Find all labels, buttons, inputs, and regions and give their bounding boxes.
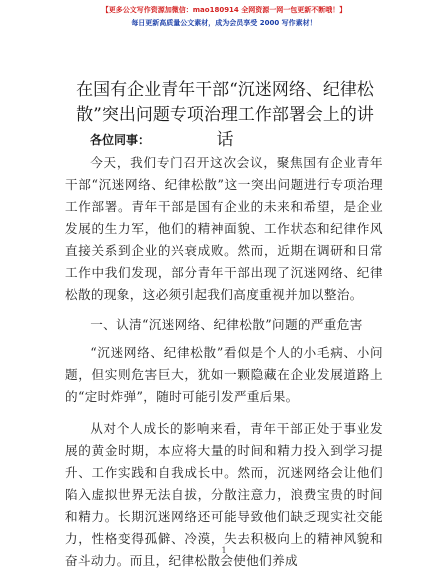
banner-line-membership: 每日更新高质量公文素材，成为会员享受 2000 写作素材！ [131, 19, 317, 27]
banner-line-promo: 【更多公文写作资源加微信：mao180914 全网资源一网一包更新不断哦！】 [101, 6, 347, 14]
document-body [65, 152, 383, 572]
header-banner [0, 4, 448, 29]
paragraph-harm-overview: “沉迷网络、纪律松散”看似是个人的小毛病、小问题，但实则危害巨大，犹如一颗隐藏在企业发展道路上的“定时炸弹”，随时可能引发严重后果。 [65, 345, 383, 404]
page-number: 1 [221, 546, 227, 555]
paragraph-intro: 今天，我们专门召开这次会议，聚焦国有企业青年干部“沉迷网络、纪律松散”这一突出问题进行专项治理工作部署。青年干部是国有企业的未来和希望，是企业发展的生力军，他们的精神面貌、工作状态和纪律作风直接关系到企业的兴衰成败。然而，近期在调研和日常工作中我们发现，部分青年干部出现了沉迷网络、纪律松散的现象，这必须引起我们高度重视并加以整治。 [65, 155, 383, 302]
salutation: 各位同事： [90, 133, 151, 147]
document-title: 在国有企业青年干部“沉迷网络、纪律松散”突出问题专项治理工作部署会上的讲话 [76, 80, 374, 150]
paragraph-personal-growth: 从对个人成长的影响来看，青年干部正处于事业发展的黄金时期，本应将大量的时间和精力投入到学习提升、工作实践和自我成长中。然而，沉迷网络会让他们陷入虚拟世界无法自拔，分散注意力，浪费宝贵的时间和精力。长期沉迷网络还可能导致他们缺乏现实社交能力，性格变得孤僻、冷漠，失去积极向上的精神风貌和奋斗动力。而且，纪律松散会使他们养成 [65, 421, 383, 568]
section-heading-1: 一、认清“沉迷网络、纪律松散”问题的严重危害 [90, 317, 363, 332]
